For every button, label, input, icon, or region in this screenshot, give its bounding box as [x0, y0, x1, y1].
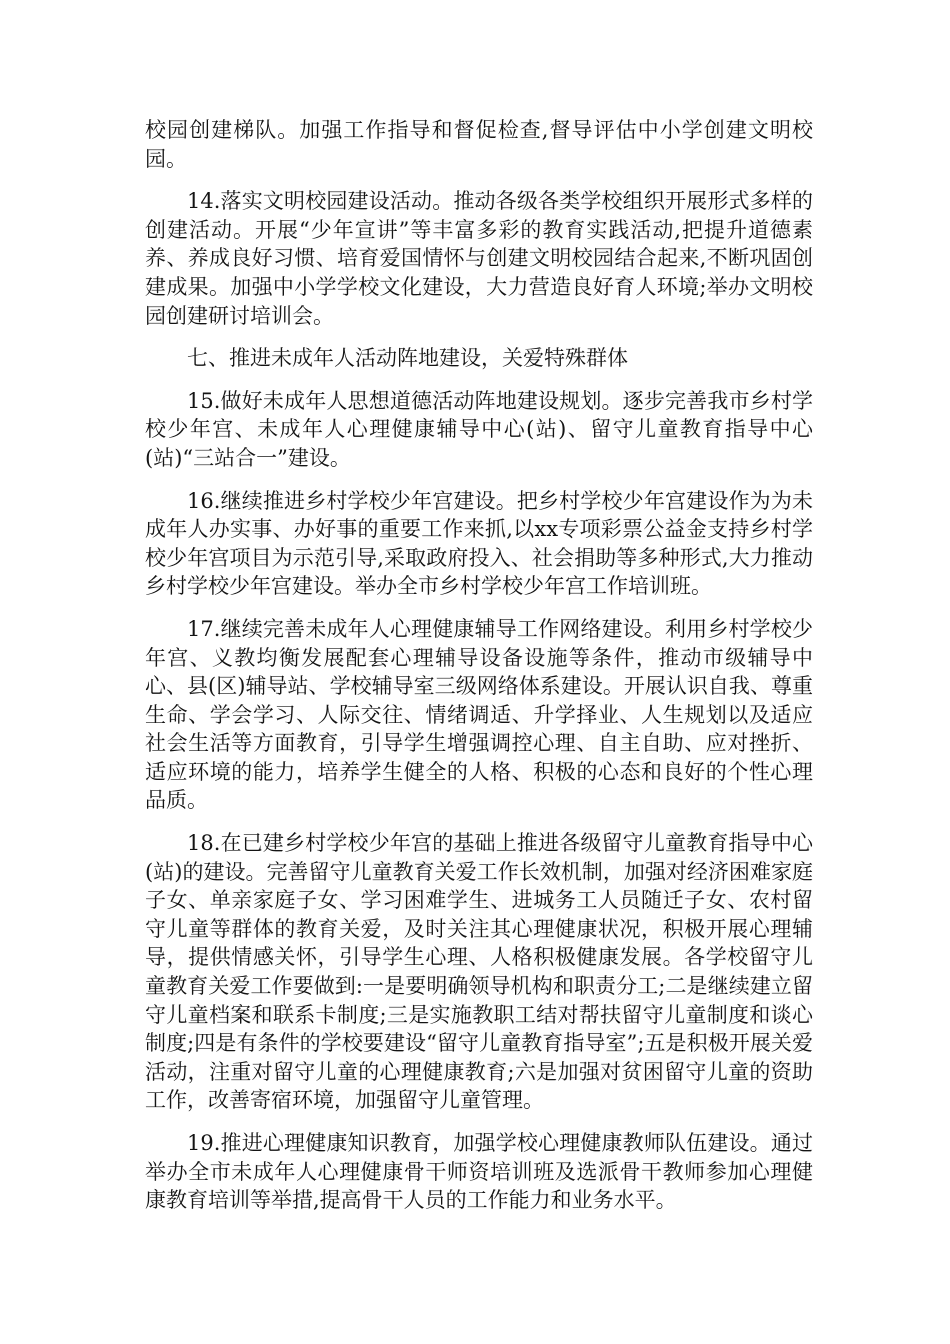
paragraph-item-19: 19.推进心理健康知识教育，加强学校心理健康教师队伍建设。通过举办全市未成年人心理健康骨干师资培训班及选派骨干教师参加心理健康教育培训等举措,提高骨干人员的工作能力和业务水平。: [145, 1131, 813, 1213]
document-page: [145, 116, 813, 1229]
paragraph-item-18: 18.在已建乡村学校少年宫的基础上推进各级留守儿童教育指导中心(站)的建设。完善留守儿童教育关爱工作长效机制，加强对经济困难家庭子女、单亲家庭子女、学习困难学生、进城务工人员随迁子女、农村留守儿童等群体的教育关爱，及时关注其心理健康状况，积极开展心理辅导，提供情感关怀，引导学生心理、人格积极健康发展。各学校留守儿童教育关爱工作要做到:一是要明确领导机构和职责分工;二是继续建立留守儿童档案和联系卡制度;三是实施教职工结对帮扶留守儿童制度和谈心制度;四是有条件的学校要建设“留守儿童教育指导室”;五是积极开展关爱活动，注重对留守儿童的心理健康教育;六是加强对贫困留守儿童的资助工作，改善寄宿环境，加强留守儿童管理。: [145, 831, 813, 1113]
paragraph-item-16: 16.继续推进乡村学校少年宫建设。把乡村学校少年宫建设作为为未成年人办实事、办好事的重要工作来抓,以xx专项彩票公益金支持乡村学校少年宫项目为示范引导,采取政府投入、社会捐助等多种形式,大力推动乡村学校少年宫建设。举办全市乡村学校少年宫工作培训班。: [145, 488, 813, 599]
paragraph-item-14: 14.落实文明校园建设活动。推动各级各类学校组织开展形式多样的创建活动。开展“少年宣讲”等丰富多彩的教育实践活动,把提升道德素养、养成良好习惯、培育爱国情怀与创建文明校园结合起来,不断巩固创建成果。加强中小学学校文化建设，大力营造良好育人环境;举办文明校园创建研讨培训会。: [145, 189, 813, 328]
paragraph-continuation: 校园创建梯队。加强工作指导和督促检查,督导评估中小学创建文明校园。: [145, 118, 813, 171]
section-heading-7: 七、推进未成年人活动阵地建设，关爱特殊群体: [187, 346, 628, 371]
paragraph-item-17: 17.继续完善未成年人心理健康辅导工作网络建设。利用乡村学校少年宫、义教均衡发展配套心理辅导设备设施等条件，推动市级辅导中心、县(区)辅导站、学校辅导室三级网络体系建设。开展认识自我、尊重生命、学会学习、人际交往、情绪调适、升学择业、人生规划以及适应社会生活等方面教育，引导学生增强调控心理、自主自助、应对挫折、适应环境的能力，培养学生健全的人格、积极的心态和良好的个性心理品质。: [145, 616, 813, 813]
paragraph-item-15: 15.做好未成年人思想道德活动阵地建设规划。逐步完善我市乡村学校少年宫、未成年人心理健康辅导中心(站)、留守儿童教育指导中心(站)“三站合一”建设。: [145, 388, 813, 470]
